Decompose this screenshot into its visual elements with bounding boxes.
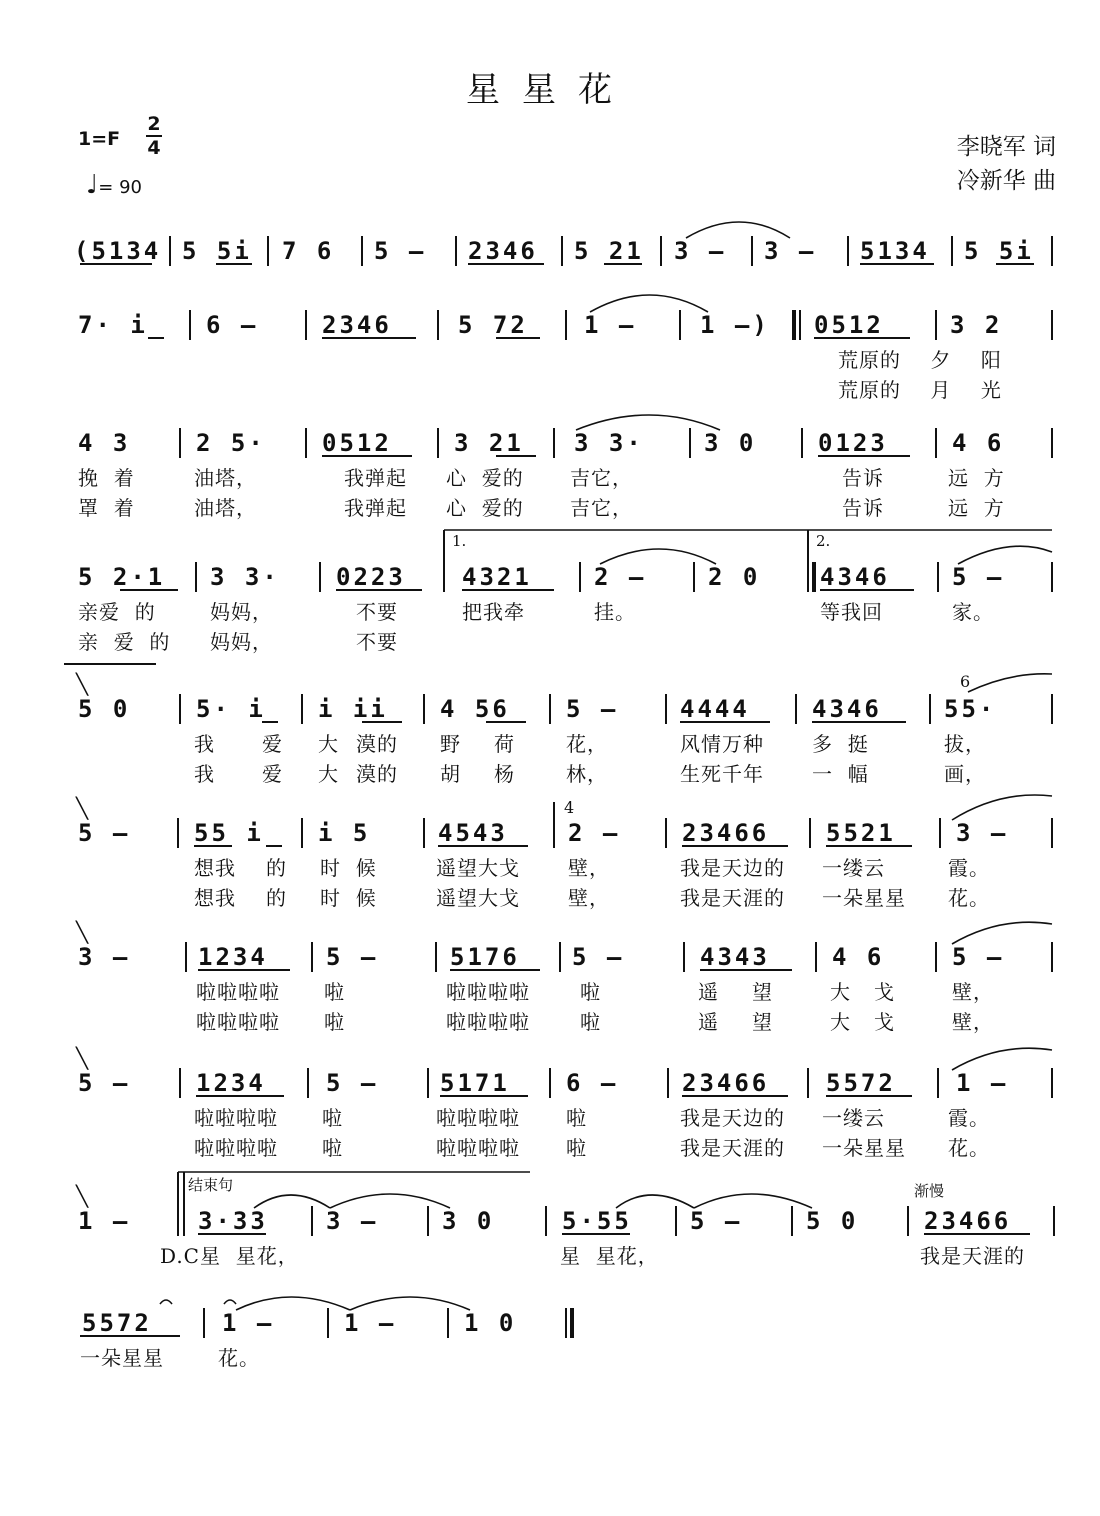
measure: 6 – (206, 311, 259, 339)
lyric: 远 方 (948, 466, 1005, 490)
lyric: 啦 (580, 980, 601, 1004)
score-row-10 (0, 1308, 1100, 1378)
measure: 23466 (682, 819, 770, 847)
measure: 23466 (924, 1207, 1012, 1235)
tempo-marking (86, 170, 142, 200)
lyrics-verse-1: 荒原的 夕 阳 (838, 348, 1002, 372)
row-1-lines (0, 236, 1100, 306)
measure: 5 – (78, 1069, 131, 1097)
lyric: 啦 (322, 1106, 343, 1130)
measure: 7 6 (282, 237, 335, 265)
measure: 4 6 (952, 429, 1005, 457)
measure: 5 – (690, 1207, 743, 1235)
quarter-note-icon: ♩ (86, 170, 99, 200)
time-sig-top: 2 (147, 113, 161, 135)
measure: 0123 (818, 429, 888, 457)
lyric: 亲 爱 的 (78, 630, 171, 654)
row-6-lines (0, 818, 1100, 888)
measure: 55 i (194, 819, 264, 847)
score-row-1 (0, 236, 1100, 306)
lyric: 霞。 (948, 856, 990, 880)
measure: 2 – (594, 563, 647, 591)
score-row-3 (0, 428, 1100, 520)
measure: 1 0 (464, 1309, 517, 1337)
lyric: D.C星 星花， (160, 1244, 299, 1268)
lyric: 遥望大戈 (436, 856, 520, 880)
lyric: 吉它， (570, 496, 633, 520)
lyric: 时 候 (320, 856, 377, 880)
lyric: 想我 (194, 856, 236, 880)
lyric: 啦啦啦啦 (436, 1106, 520, 1130)
measure: 3 21 (454, 429, 524, 457)
lyric: 画， (944, 762, 986, 786)
tempo-value: = 90 (98, 177, 142, 198)
lyric: 壁， (568, 856, 610, 880)
lyric: 想我 (194, 886, 236, 910)
lyric: 一缕云 (822, 1106, 885, 1130)
lyric: 告诉 (842, 466, 884, 490)
measure: 5572 (82, 1309, 152, 1337)
measure: 0512 (814, 311, 884, 339)
lyric: 壁， (952, 980, 994, 1004)
lyric: 我弹起 (344, 496, 407, 520)
row-10-lines (0, 1308, 1100, 1378)
lyric: 不要 (356, 630, 398, 654)
lyric: 不要 (356, 600, 398, 624)
measure: 3 3· (574, 429, 644, 457)
measure: 23466 (682, 1069, 770, 1097)
measure: 1 – (78, 1207, 131, 1235)
lyric: 爱 (262, 732, 283, 756)
lyric: 啦 (324, 1010, 345, 1034)
measure: i ii (318, 695, 388, 723)
measure: 55· (944, 695, 997, 723)
measure: 1234 (196, 1069, 266, 1097)
measure: 1 – (584, 311, 637, 339)
measure: 0512 (322, 429, 392, 457)
lyric: 心 爱的 (446, 496, 524, 520)
measure: i 5 (318, 819, 371, 847)
row-7-lines (0, 942, 1100, 1012)
measure: 5 5i (182, 237, 252, 265)
measure: 5171 (440, 1069, 510, 1097)
measure: 5 72 (458, 311, 528, 339)
measure: 5 2·1 (78, 563, 166, 591)
lyric: 遥望大戈 (436, 886, 520, 910)
lyric: 林， (566, 762, 608, 786)
lyric: 我弹起 (344, 466, 407, 490)
score-row-7 (0, 920, 1100, 1034)
score-row-4 (0, 532, 1100, 654)
lyric: 油塔， (194, 466, 257, 490)
lyric: 星 星花， (560, 1244, 659, 1268)
lyric: 啦啦啦啦 (194, 1136, 278, 1160)
lyric: 的 (266, 856, 287, 880)
score-row-2 (0, 310, 1100, 402)
measure: 2346 (468, 237, 538, 265)
meter-change: 4 (564, 798, 575, 817)
lyric: 遥 (698, 980, 719, 1004)
measure: 5 – (952, 563, 1005, 591)
lyric: 花。 (948, 1136, 990, 1160)
lyric: 妈妈， (210, 630, 273, 654)
measure: 2346 (322, 311, 392, 339)
lyric: 啦啦啦啦 (196, 980, 280, 1004)
measure: 5134 (860, 237, 930, 265)
lyric: 油塔， (194, 496, 257, 520)
lyric: 风情万种 (680, 732, 764, 756)
lyric: 花， (566, 732, 608, 756)
measure: 4346 (820, 563, 890, 591)
lyric: 花。 (948, 886, 990, 910)
lyric: 壁， (952, 1010, 994, 1034)
lyric: 我是天边的 (680, 1106, 785, 1130)
lyric: 爱 (262, 762, 283, 786)
measure: 1234 (198, 943, 268, 971)
measure: 5 – (952, 943, 1005, 971)
measure: 5 5i (964, 237, 1034, 265)
lyric: 啦 (580, 1010, 601, 1034)
lyric: 一朵星星 (822, 886, 906, 910)
lyric: 把我牵 (462, 600, 525, 624)
measure: 2 – (568, 819, 621, 847)
lyric: 霞。 (948, 1106, 990, 1130)
lyric: 我是天涯的 (680, 1136, 785, 1160)
lyric: 啦啦啦啦 (194, 1106, 278, 1130)
lyric: 荷 (494, 732, 515, 756)
lyric: 啦 (566, 1136, 587, 1160)
measure: 2 5· (196, 429, 266, 457)
time-sig-bottom: 4 (147, 137, 161, 159)
lyric: 我是天边的 (680, 856, 785, 880)
lyric: 大 (830, 1010, 851, 1034)
measure: 5176 (450, 943, 520, 971)
measure: 5 – (374, 237, 427, 265)
measure: 1 – (344, 1309, 397, 1337)
lyric: 啦 (324, 980, 345, 1004)
lyric: 啦 (322, 1136, 343, 1160)
measure: 4 56 (440, 695, 510, 723)
lyric: 亲爱 的 (78, 600, 156, 624)
lyric: 家。 (952, 600, 994, 624)
time-signature (146, 114, 162, 158)
tie-continuation-icon: ╲ (76, 1046, 89, 1070)
row-3-lines (0, 428, 1100, 498)
measure: 3 3· (210, 563, 280, 591)
measure: 5 – (326, 943, 379, 971)
measure: 3 – (764, 237, 817, 265)
lyric: 心 爱的 (446, 466, 524, 490)
lyric: 挂。 (594, 600, 636, 624)
lyric: 杨 (494, 762, 515, 786)
measure: 6 – (566, 1069, 619, 1097)
lyric: 大 (318, 732, 339, 756)
composer-credit: 冷新华 曲 (956, 168, 1056, 194)
measure: 3 0 (704, 429, 757, 457)
lyric: 的 (266, 886, 287, 910)
measure: (5134 (74, 237, 162, 265)
measure: 1 – (222, 1309, 275, 1337)
lyric: 拔， (944, 732, 986, 756)
measure: 5 – (572, 943, 625, 971)
tie-continuation-icon: ╲ (76, 796, 89, 820)
lyric: 我 (194, 762, 215, 786)
lyric: 望 (752, 980, 773, 1004)
lyrics-verse-2: 荒原的 月 光 (838, 378, 1002, 402)
measure: 5· i (196, 695, 266, 723)
measure: 5 – (78, 819, 131, 847)
lyricist-credit: 李晓军 词 (956, 134, 1056, 160)
tie-continuation-icon: ╲ (76, 1184, 89, 1208)
lyric: 我 (194, 732, 215, 756)
tie-continuation-icon: ╲ (76, 920, 89, 944)
lyric: 遥 (698, 1010, 719, 1034)
lyric: 啦 (566, 1106, 587, 1130)
lyric: 我是天涯的 (680, 886, 785, 910)
lyric: 漠的 (356, 732, 398, 756)
lyric: 告诉 (842, 496, 884, 520)
grace-note: 6 (960, 672, 971, 691)
lyric: 一朵星星 (80, 1346, 164, 1370)
lyric: 生死千年 (680, 762, 764, 786)
row-8-lines (0, 1068, 1100, 1138)
lyric: 时 候 (320, 886, 377, 910)
lyric: 一缕云 (822, 856, 885, 880)
lyric: 胡 (440, 762, 461, 786)
measure: 4543 (438, 819, 508, 847)
ritardando-marking: 渐慢 (914, 1182, 945, 1200)
measure: 5 – (566, 695, 619, 723)
lyric: 大 (318, 762, 339, 786)
lyric: 壁， (568, 886, 610, 910)
lyric: 大 (830, 980, 851, 1004)
lyric: 吉它， (570, 466, 633, 490)
measure: 4343 (700, 943, 770, 971)
measure: 7· i (78, 311, 148, 339)
lyric: 野 (440, 732, 461, 756)
measure: 2 0 (708, 563, 761, 591)
measure: 5 21 (574, 237, 644, 265)
measure: 3 – (78, 943, 131, 971)
measure: 5·55 (562, 1207, 632, 1235)
score-row-8 (0, 1046, 1100, 1160)
lyric: 多 挺 (812, 732, 869, 756)
lyric: 漠的 (356, 762, 398, 786)
measure: 3 2 (950, 311, 1003, 339)
measure: 0223 (336, 563, 406, 591)
lyric: 戈 (874, 980, 895, 1004)
lyric: 啦啦啦啦 (446, 980, 530, 1004)
lyric: 妈妈， (210, 600, 273, 624)
lyric: 我是天涯的 (920, 1244, 1025, 1268)
measure: 4 6 (832, 943, 885, 971)
measure: 3·33 (198, 1207, 268, 1235)
lyric: 一朵星星 (822, 1136, 906, 1160)
score-row-5 (0, 672, 1100, 786)
measure: 1 – (956, 1069, 1009, 1097)
lyric: 啦啦啦啦 (436, 1136, 520, 1160)
measure: 3 – (326, 1207, 379, 1235)
measure: 5 0 (78, 695, 131, 723)
row-5-lines (0, 694, 1100, 764)
lyric: 挽 着 (78, 466, 135, 490)
lyric: 罩 着 (78, 496, 135, 520)
measure: 3 – (674, 237, 727, 265)
tie-continuation-icon: ╲ (76, 672, 89, 696)
measure: 1 –) (700, 311, 770, 339)
lyric: 远 方 (948, 496, 1005, 520)
lyric: 等我回 (820, 600, 883, 624)
measure: 5 0 (806, 1207, 859, 1235)
measure: 4444 (680, 695, 750, 723)
measure: 4321 (462, 563, 532, 591)
lyric: 一 幅 (812, 762, 869, 786)
lyric: 啦啦啦啦 (446, 1010, 530, 1034)
lyric: 戈 (874, 1010, 895, 1034)
volta-1: 1. (452, 532, 467, 550)
score-row-9 (0, 1176, 1100, 1276)
measure: 3 – (956, 819, 1009, 847)
measure: 4 3 (78, 429, 131, 457)
measure: 5572 (826, 1069, 896, 1097)
measure: 5521 (826, 819, 896, 847)
score-row-6 (0, 796, 1100, 910)
measure: 3 0 (442, 1207, 495, 1235)
measure: 4346 (812, 695, 882, 723)
lyric: 啦啦啦啦 (196, 1010, 280, 1034)
ending-label: 结束句 (188, 1176, 234, 1194)
key-signature: 1=F (78, 128, 121, 150)
lyric: 花。 (218, 1346, 260, 1370)
lyric: 望 (752, 1010, 773, 1034)
song-title: 星星花 (466, 70, 634, 110)
measure: 5 – (326, 1069, 379, 1097)
volta-2: 2. (816, 532, 831, 550)
